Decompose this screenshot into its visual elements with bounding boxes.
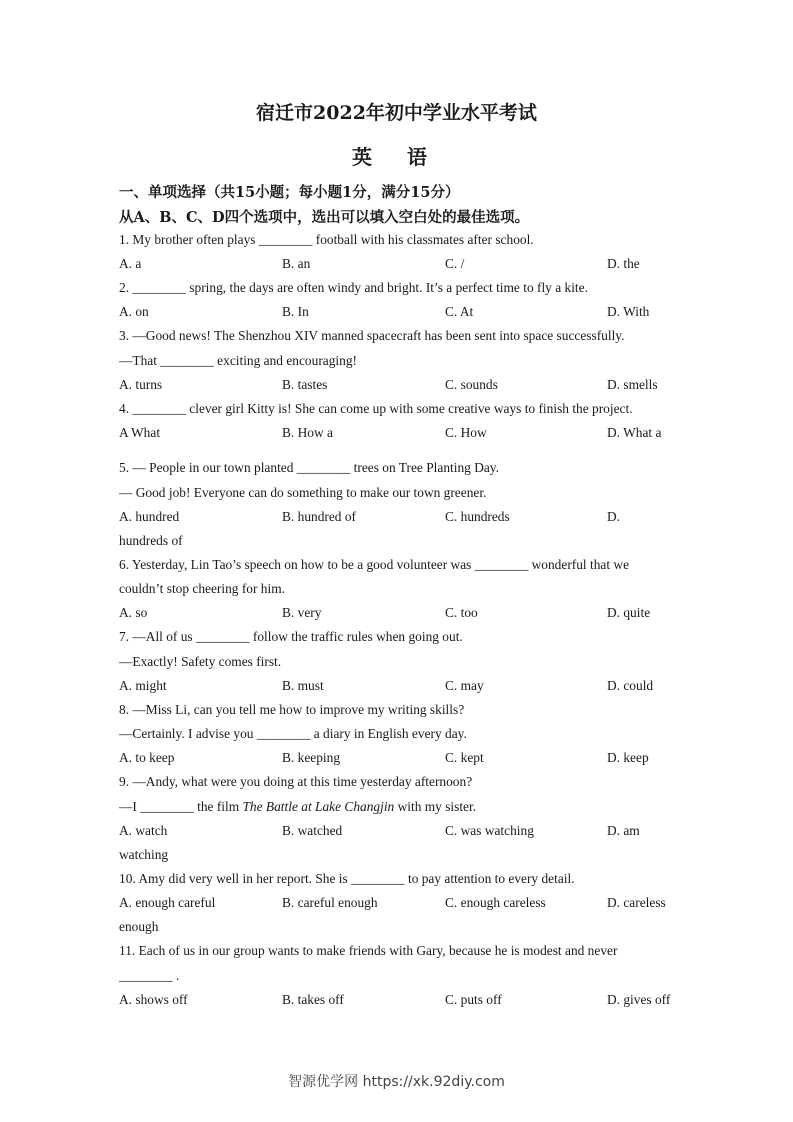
question-6-options xyxy=(119,605,699,621)
question-5-reply: — Good job! Everyone can do something to make our town greener. xyxy=(119,485,487,500)
question-6-text: 6. Yesterday, Lin Tao’s speech on how to be a good volunteer was ________ wonderful that we xyxy=(119,557,630,572)
option-b: B. must xyxy=(282,678,324,693)
option-d: D. careless xyxy=(607,895,666,910)
option-a: A. watch xyxy=(119,823,168,838)
subject-title: 英 语 xyxy=(352,145,441,169)
question-11-options xyxy=(119,992,699,1008)
option-d: D. With xyxy=(607,304,650,319)
question-10-options xyxy=(119,895,699,911)
option-c: C. How xyxy=(445,425,487,440)
question-10-option-d-continued: enough xyxy=(119,919,159,934)
option-a: A. shows off xyxy=(119,992,188,1007)
option-c: C. kept xyxy=(445,750,484,765)
option-c: C. At xyxy=(445,304,474,319)
option-c: C. was watching xyxy=(445,823,534,838)
option-b: B. In xyxy=(282,304,309,319)
question-8-options xyxy=(119,750,699,766)
option-d: D. smells xyxy=(607,377,658,392)
option-d: D. gives off xyxy=(607,992,671,1007)
option-c: C. sounds xyxy=(445,377,498,392)
question-4-text: 4. ________ clever girl Kitty is! She can come up with some creative ways to finish the project. xyxy=(119,401,633,416)
option-c: C. may xyxy=(445,678,484,693)
option-a: A. so xyxy=(119,605,148,620)
footer-watermark: 智源优学网 https://xk.92diy.com xyxy=(288,1074,505,1090)
option-a: A. might xyxy=(119,678,167,693)
question-9-reply-suffix: with my sister. xyxy=(394,799,477,814)
option-c: C. puts off xyxy=(445,992,502,1007)
section-heading: 一、单项选择（共15小题；每小题1分，满分15分） xyxy=(119,184,460,201)
option-a: A. to keep xyxy=(119,750,175,765)
option-d: D. quite xyxy=(607,605,651,620)
option-d: D. keep xyxy=(607,750,649,765)
question-6-text-line2: couldn’t stop cheering for him. xyxy=(119,581,285,596)
question-7-reply: —Exactly! Safety comes first. xyxy=(119,654,282,669)
question-4-options xyxy=(119,425,699,441)
option-b: B. an xyxy=(282,256,311,271)
option-b: B. very xyxy=(282,605,322,620)
option-b: B. tastes xyxy=(282,377,328,392)
question-5-option-d-continued: hundreds of xyxy=(119,533,183,548)
question-9-reply-prefix: —I ________ the film xyxy=(119,799,243,814)
question-5-options xyxy=(119,509,699,525)
question-3-options xyxy=(119,377,699,393)
question-9-reply xyxy=(119,799,679,815)
section-instruction: 从A、B、C、D四个选项中，选出可以填入空白处的最佳选项。 xyxy=(119,209,530,226)
option-b: B. keeping xyxy=(282,750,341,765)
option-a: A. enough careful xyxy=(119,895,216,910)
option-a: A. hundred xyxy=(119,509,180,524)
option-c: C. too xyxy=(445,605,478,620)
question-9-text: 9. —Andy, what were you doing at this time yesterday afternoon? xyxy=(119,774,473,789)
question-8-reply: —Certainly. I advise you ________ a diary in English every day. xyxy=(119,726,467,741)
question-5-text: 5. — People in our town planted ________ trees on Tree Planting Day. xyxy=(119,460,499,475)
exam-title: 宿迁市2022年初中学业水平考试 xyxy=(256,102,537,124)
option-d: D. xyxy=(607,509,621,524)
option-d: D. the xyxy=(607,256,640,271)
option-d: D. What a xyxy=(607,425,662,440)
option-c: C. hundreds xyxy=(445,509,510,524)
option-a: A. a xyxy=(119,256,142,271)
question-7-text: 7. —All of us ________ follow the traffic rules when going out. xyxy=(119,629,463,644)
question-9-option-d-continued: watching xyxy=(119,847,169,862)
question-3-reply: —That ________ exciting and encouraging! xyxy=(119,353,357,368)
question-8-text: 8. —Miss Li, can you tell me how to improve my writing skills? xyxy=(119,702,465,717)
option-b: B. takes off xyxy=(282,992,344,1007)
question-2-text: 2. ________ spring, the days are often windy and bright. It’s a perfect time to fly a kite. xyxy=(119,280,588,295)
question-7-options xyxy=(119,678,699,694)
question-2-options xyxy=(119,304,699,320)
option-d: D. am xyxy=(607,823,640,838)
film-title: The Battle at Lake Changjin xyxy=(242,799,395,814)
question-11-text-line2: ________ . xyxy=(119,968,180,983)
option-b: B. hundred of xyxy=(282,509,357,524)
option-a: A. turns xyxy=(119,377,163,392)
question-11-text: 11. Each of us in our group wants to make friends with Gary, because he is modest and never xyxy=(119,943,618,958)
question-10-text: 10. Amy did very well in her report. She is ________ to pay attention to every detail. xyxy=(119,871,575,886)
option-b: B. How a xyxy=(282,425,333,440)
option-a: A What xyxy=(119,425,161,440)
option-b: B. watched xyxy=(282,823,343,838)
option-c: C. / xyxy=(445,256,465,271)
option-b: B. careful enough xyxy=(282,895,378,910)
question-3-text: 3. —Good news! The Shenzhou XIV manned spacecraft has been sent into space successfully. xyxy=(119,328,625,343)
option-c: C. enough careless xyxy=(445,895,546,910)
question-1-text: 1. My brother often plays ________ football with his classmates after school. xyxy=(119,232,534,247)
question-1-options xyxy=(119,256,699,272)
question-9-options xyxy=(119,823,699,839)
option-d: D. could xyxy=(607,678,654,693)
option-a: A. on xyxy=(119,304,149,319)
